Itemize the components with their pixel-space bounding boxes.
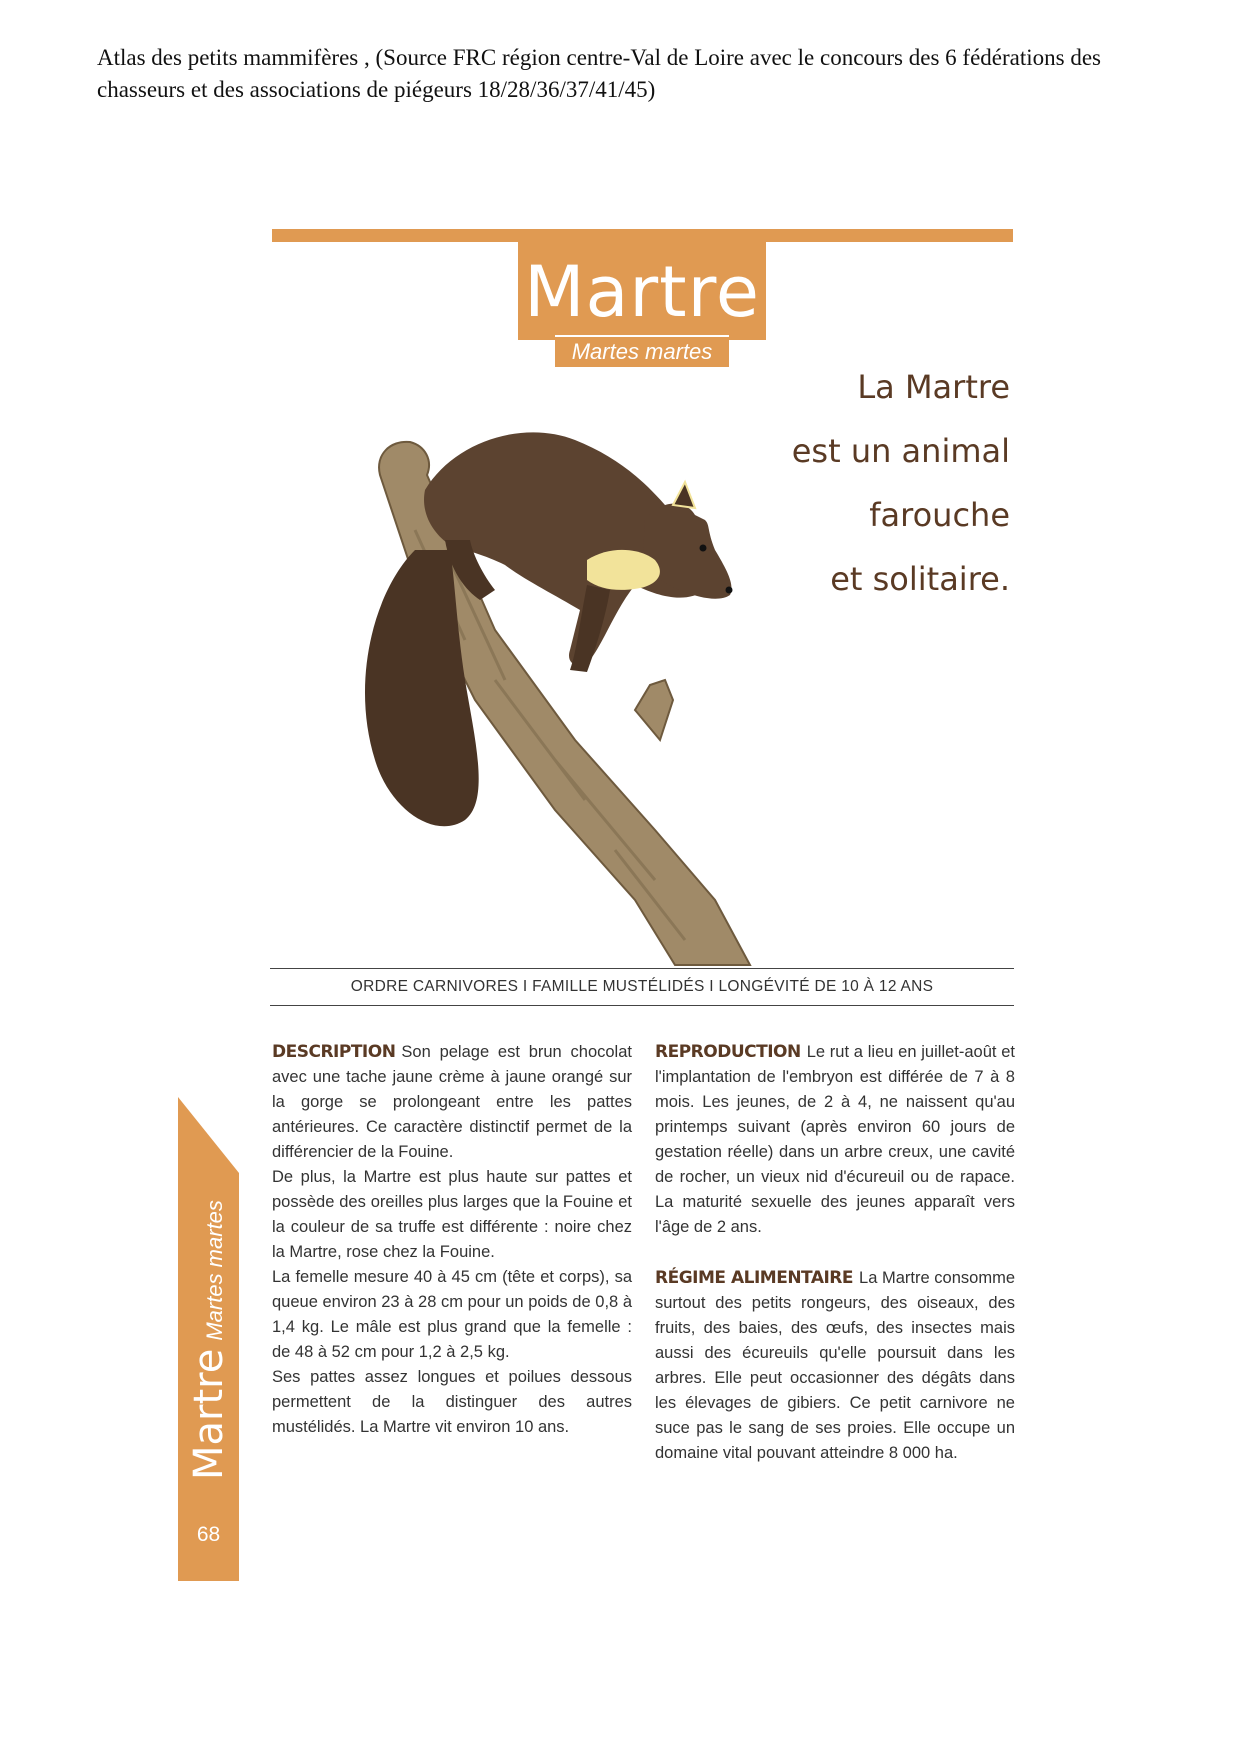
taxonomy-facts: ORDRE CARNIVORES I FAMILLE MUSTÉLIDÉS I LONGÉVITÉ DE 10 À 12 ANS xyxy=(350,978,934,995)
right-column xyxy=(655,1040,1015,1466)
description-paragraph: De plus, la Martre est plus haute sur pattes et possède des oreilles plus larges que la Fouine et la couleur de sa truffe est différente : noire chez la Martre, rose chez la Fouine. xyxy=(272,1168,632,1261)
diet-heading: RÉGIME ALIMENTAIRE xyxy=(655,1268,854,1288)
description-paragraph: La femelle mesure 40 à 45 cm (tête et corps), sa queue environ 23 à 28 cm pour un poids de 0,8 à 1,4 kg. Le mâle est plus grand que la femelle : de 48 à 52 cm pour 1,2 à 2,5 kg. xyxy=(272,1268,632,1361)
marten-nose xyxy=(726,587,733,594)
title-top-bar xyxy=(272,229,1013,242)
reproduction-heading: REPRODUCTION xyxy=(655,1042,801,1062)
title-box xyxy=(518,242,766,340)
tagline-line: est un animal xyxy=(791,432,1010,470)
tagline-line: et solitaire. xyxy=(830,560,1010,598)
side-tab-title: Martre xyxy=(185,1348,232,1480)
tagline-line: farouche xyxy=(869,496,1010,534)
species-title: Martre xyxy=(524,251,760,333)
marten-eye xyxy=(700,545,707,552)
description-paragraph: Ses pattes assez longues et poilues dessous permettent de la distinguer des autres mustélidés. La Martre vit environ 10 ans. xyxy=(272,1368,632,1436)
description-column xyxy=(272,1040,632,1440)
diet-paragraph: La Martre consomme surtout des petits rongeurs, des oiseaux, des fruits, des baies, des œufs, des insectes mais aussi des écureuils qu'elle poursuit dans les arbres. Elle peut occasionner des dégâts dans les élevages de gibiers. Ce petit carnivore ne suce pas le sang de ses proies. Elle occupe un domaine vital pouvant atteindre 8 000 ha. xyxy=(655,1269,1015,1462)
description-paragraph: Son pelage est brun chocolat avec une tache jaune crème à jaune orangé sur la gorge se prolongeant entre les pattes antérieures. Ce caractère distinctif permet de la différencier de la Fouine. xyxy=(272,1043,632,1161)
latin-name: Martes martes xyxy=(571,339,713,364)
branch-stub xyxy=(635,680,673,740)
tagline-line: La Martre xyxy=(857,368,1010,406)
marten-ear xyxy=(673,482,695,508)
description-heading: DESCRIPTION xyxy=(272,1042,396,1062)
marten-illustration xyxy=(355,380,825,970)
taxonomy-facts-bar xyxy=(270,968,1014,1006)
source-header: Atlas des petits mammifères , (Source FRC région centre-Val de Loire avec le concours des 6 fédérations des chasseurs et des associations de piégeurs 18/28/36/37/41/45) xyxy=(97,45,1102,102)
side-tab-label xyxy=(178,1100,239,1480)
page-number: 68 xyxy=(196,1523,221,1546)
reproduction-paragraph: Le rut a lieu en juillet-août et l'implantation de l'embryon est différée de 7 à 8 mois. Les jeunes, de 2 à 4, ne naissent qu'au printemps suivant (après environ 60 jours de gestation réelle) dans un arbre creux, une cavité de rocher, un vieux nid d'écureuil ou de rapace. La maturité sexuelle des jeunes apparaît vers l'âge de 2 ans. xyxy=(655,1043,1015,1236)
side-tab-latin: Martes martes xyxy=(201,1200,227,1341)
latin-name-box xyxy=(555,335,729,367)
